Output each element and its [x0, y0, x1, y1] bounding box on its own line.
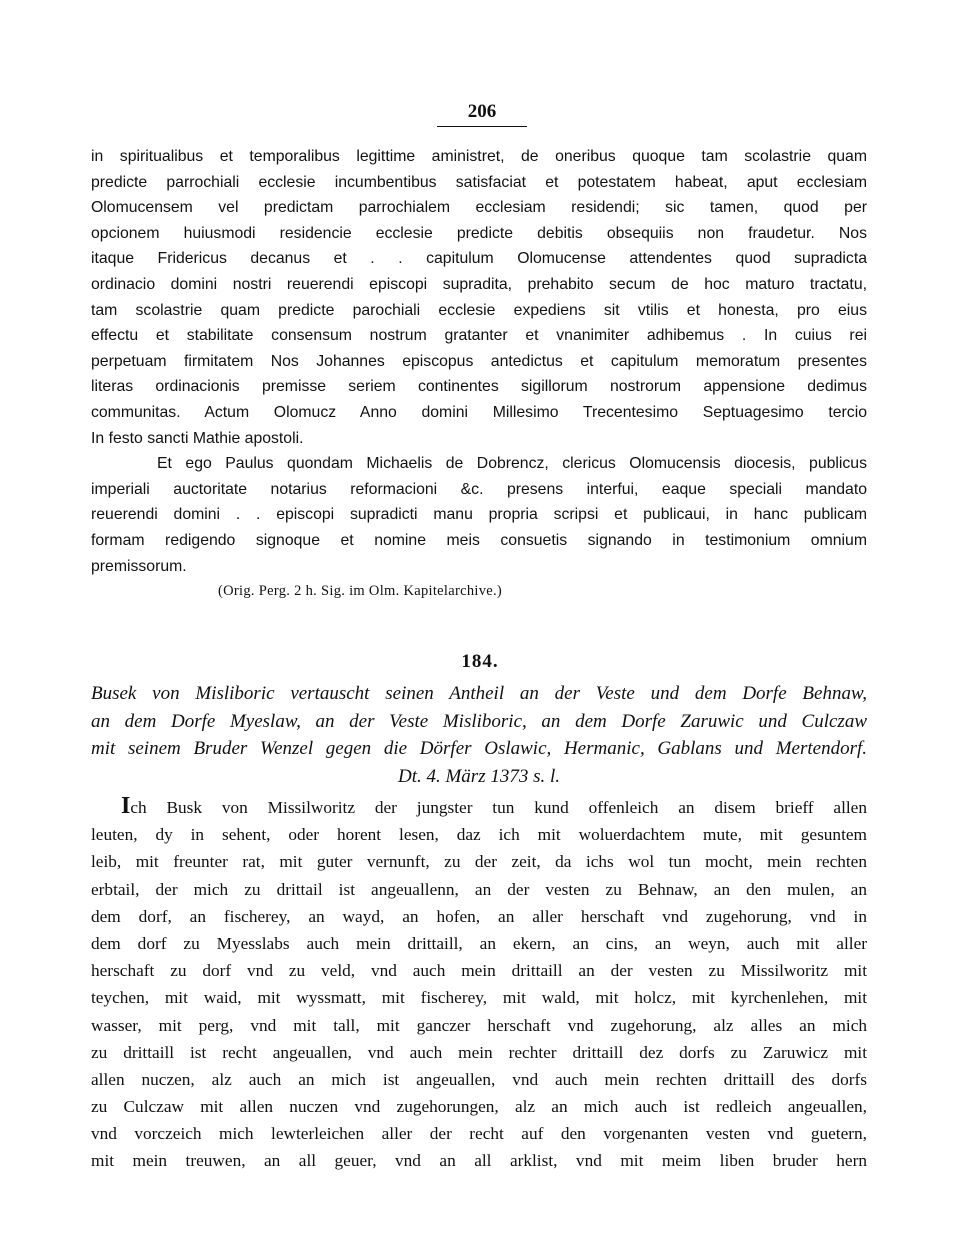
text-line: effectu et stabilitate consensum nostrum gratanter et vnanimiter adhibemus . In cuius rei [91, 327, 867, 345]
text-line: vnd vorczeich mich lewterleichen aller der recht auf den vorgenanten vesten vnd guetern, [91, 1124, 867, 1144]
text-line: leuten, dy in sehent, oder horent lesen, daz ich mit woluerdachtem mute, mit gesuntem [91, 825, 867, 845]
text-line: allen nuczen, alz auch an mich ist angeuallen, vnd auch mein rechten drittaill des dorfs [91, 1069, 867, 1089]
text-line-first [91, 794, 867, 821]
text-line: perpetuam firmitatem Nos Johannes episcopus antedictus et capitulum memoratum presentes [91, 352, 867, 370]
text-line: opcionem huiusmodi residencie ecclesie predicte debitis obsequiis non fraudetur. Nos [91, 224, 867, 242]
text-line: wasser, mit perg, vnd mit tall, mit ganczer herschaft vnd zugehorung, alz alles an mich [91, 1015, 867, 1035]
heading-line: mit seinem Bruder Wenzel gegen die Dörfer Oslawic, Hermanic, Gablans und Mertendorf. [91, 738, 867, 759]
page-number-rule [437, 126, 527, 127]
text-line: reuerendi domini . . episcopi supradicti manu propria scripsi et publicaui, in hanc publicam [91, 506, 867, 524]
heading-line: an dem Dorfe Myeslaw, an der Veste Misliboric, an dem Dorfe Zaruwic und Culczaw [91, 710, 867, 732]
text-line: ordinacio domini nostri reuerendi episcopi supradita, prehabito secum de hoc maturo tractatu, [91, 275, 867, 293]
text-line: herschaft zu dorf vnd zu veld, vnd auch mein drittaill an der vesten zu Missilworitz mit [91, 961, 867, 981]
text-line: imperiali auctoritate notarius reformacioni &c. presens interfui, eaque speciali mandato [91, 480, 867, 498]
heading-line: Busek von Misliboric vertauscht seinen Antheil an der Veste und dem Dorfe Behnaw, [91, 683, 867, 704]
text-line: communitas. Actum Olomucz Anno domini Millesimo Trecentesimo Septuagesimo tercio [91, 403, 867, 421]
document-number: 184. [461, 651, 499, 672]
german-paragraph [91, 794, 867, 1175]
text-line: mit mein treuwen, an all geuer, vnd an all arklist, vnd mit meim liben bruder hern [91, 1151, 867, 1171]
drop-initial: I [121, 793, 131, 819]
heading-date: Dt. 4. März 1373 s. l. [397, 765, 561, 787]
text-line: dem dorf, an fischerey, an wayd, an hofen, an aller herschaft vnd zugehorung, vnd in [91, 906, 867, 926]
text-line: erbtail, der mich zu drittail ist angeuallenn, an der vesten zu Behnaw, an den mulen, an [91, 879, 867, 899]
text-line: predicte parrochiali ecclesie incumbentibus satisfaciat et potestatem habeat, aput ecclesiam [91, 173, 867, 191]
latin-paragraph [91, 144, 867, 579]
text-line: zu Culczaw mit allen nuczen vnd zugehorungen, alz an mich auch ist redleich angeuallen, [91, 1097, 867, 1117]
first-line-text: ch Busk von Missilworitz der jungster tun kund offenleich an disem brieff allen [130, 798, 867, 817]
text-line: In festo sancti Mathie apostoli. [91, 429, 304, 447]
text-line: teychen, mit waid, mit wyssmatt, mit fischerey, mit wald, mit holcz, mit kyrchenlehen, mit [91, 988, 867, 1008]
source-note: (Orig. Perg. 2 h. Sig. im Olm. Kapitelarchive.) [218, 583, 503, 599]
text-line: in spiritualibus et temporalibus legittime aministret, de oneribus quoque tam scolastrie quam [91, 148, 867, 165]
text-line: tam scolastrie quam predicte parochiali ecclesie expediens sit vtilis et honesta, pro eius [91, 301, 867, 319]
text-line: zu drittaill ist recht angeuallen, vnd auch mein rechter drittaill dez dorfs zu Zaruwicz mit [91, 1042, 867, 1062]
text-line: Et ego Paulus quondam Michaelis de Dobrencz, clericus Olomucensis diocesis, publicus [157, 455, 867, 473]
text-line: formam redigendo signoque et nomine meis consuetis signando in testimonium omnium [91, 531, 867, 549]
text-line: itaque Fridericus decanus et . . capitulum Olomucense attendentes quod supradicta [91, 250, 867, 268]
text-line: literas ordinacionis premisse seriem continentes sigillorum nostrorum appensione dedimus [91, 378, 867, 396]
text-line: leib, mit freunter rat, mit guter vernunft, zu der zeit, da ichs wol tun mocht, mein rechten [91, 852, 867, 872]
document-heading [91, 680, 867, 790]
text-line: Olomucensem vel predictam parrochialem ecclesiam residendi; sic tamen, quod per [91, 199, 867, 217]
page-number: 206 [467, 101, 497, 122]
text-line: premissorum. [91, 557, 187, 575]
text-line: dem dorf zu Myesslabs auch mein drittaill, an ekern, an cins, an weyn, auch mit aller [91, 933, 867, 953]
